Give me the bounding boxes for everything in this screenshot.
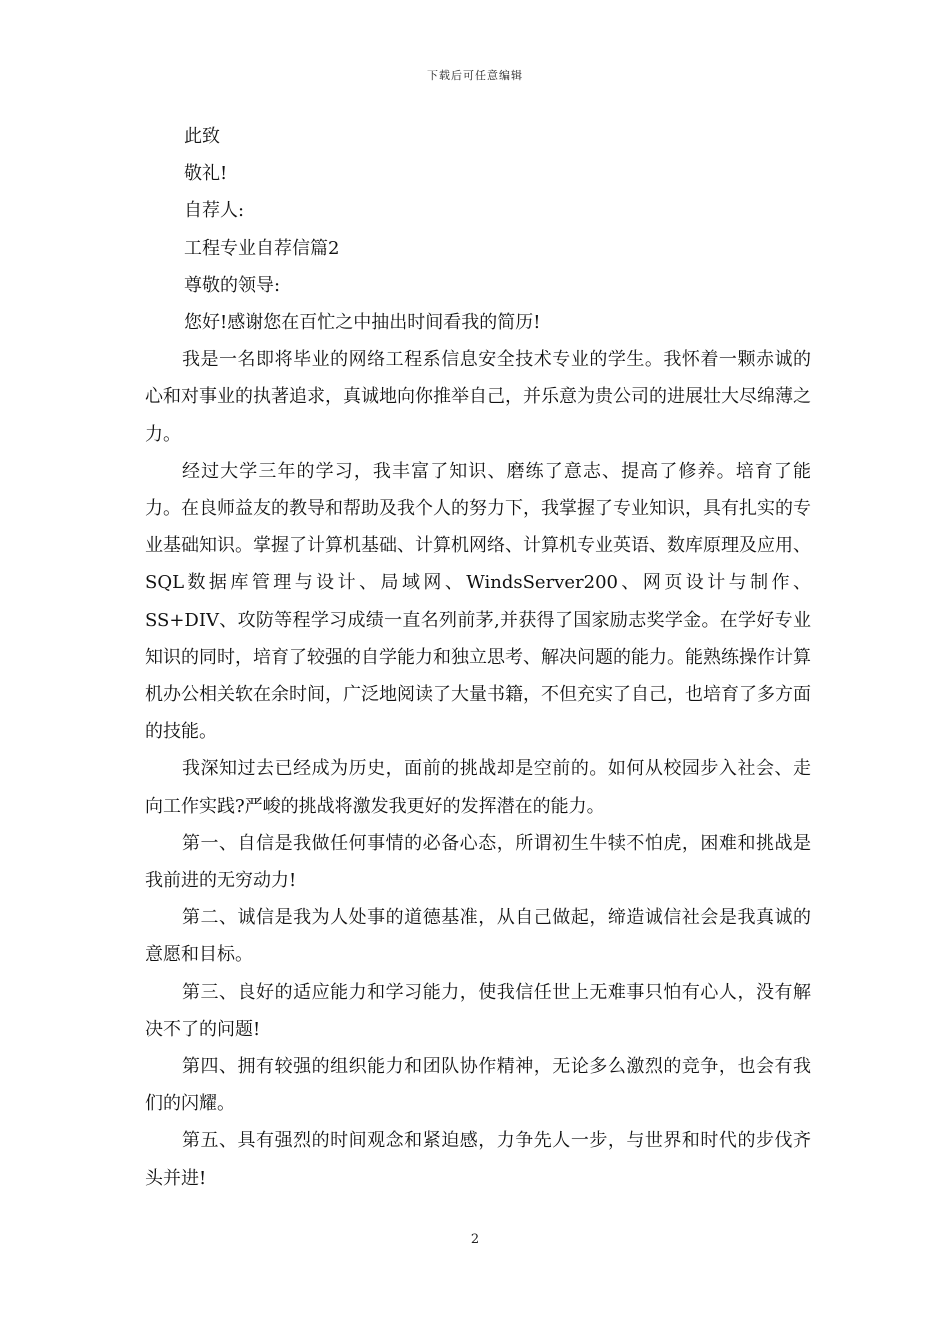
paragraph-point-4: 第四、拥有较强的组织能力和团队协作精神，无论多么激烈的竞争，也会有我们的闪耀。 — [145, 1056, 811, 1115]
opening-line: 您好!感谢您在百忙之中抽出时间看我的简历! — [184, 312, 541, 334]
closing-line: 此致 — [184, 126, 220, 147]
salute-line: 敬礼! — [184, 163, 228, 185]
paragraph-intro: 我是一名即将毕业的网络工程系信息安全技术专业的学生。我怀着一颗赤诚的心和对事业的执著追求，真诚地向你推举自己，并乐意为贵公司的进展壮大尽绵薄之力。 — [145, 349, 811, 445]
page-number: 2 — [470, 1232, 480, 1247]
paragraph-education: 经过大学三年的学习，我丰富了知识、磨练了意志、提高了修养。培育了能力。在良师益友的教导和帮助及我个人的努力下，我掌握了专业知识，具有扎实的专业基础知识。掌握了计算机基础、计算机网络、计算机专业英语、数库原理及应用、SQL数据库管理与设计、局域网、WindsServer200、网页设计与制作、SS+DIV、攻防等程学习成绩一直名列前茅,并获得了国家励志奖学金。在学好专业知识的同时，培育了较强的自学能力和独立思考、解决问题的能力。能熟练操作计算机办公相关软在余时间，广泛地阅读了大量书籍，不但充实了自己，也培育了多方面的技能。 — [145, 460, 811, 743]
letter-body — [145, 118, 811, 1197]
page-header: 下载后可任意编辑 — [427, 69, 523, 82]
paragraph-point-2: 第二、诚信是我为人处事的道德基准，从自己做起，缔造诚信社会是我真诚的意愿和目标。 — [145, 907, 811, 966]
greeting-line: 尊敬的领导: — [184, 274, 281, 296]
section-title: 工程专业自荐信篇2 — [184, 237, 340, 259]
paragraph-point-1: 第一、自信是我做任何事情的必备心态，所谓初生牛犊不怕虎，困难和挑战是我前进的无穷动力! — [145, 832, 811, 892]
paragraph-challenge: 我深知过去已经成为历史，面前的挑战却是空前的。如何从校园步入社会、走向工作实践?严峻的挑战将激发我更好的发挥潜在的能力。 — [145, 758, 811, 817]
signature-line: 自荐人: — [184, 200, 245, 222]
paragraph-point-3: 第三、良好的适应能力和学习能力，使我信任世上无难事只怕有心人，没有解决不了的问题! — [145, 981, 811, 1040]
paragraph-point-5: 第五、具有强烈的时间观念和紧迫感，力争先人一步，与世界和时代的步伐齐头并进! — [145, 1130, 811, 1189]
